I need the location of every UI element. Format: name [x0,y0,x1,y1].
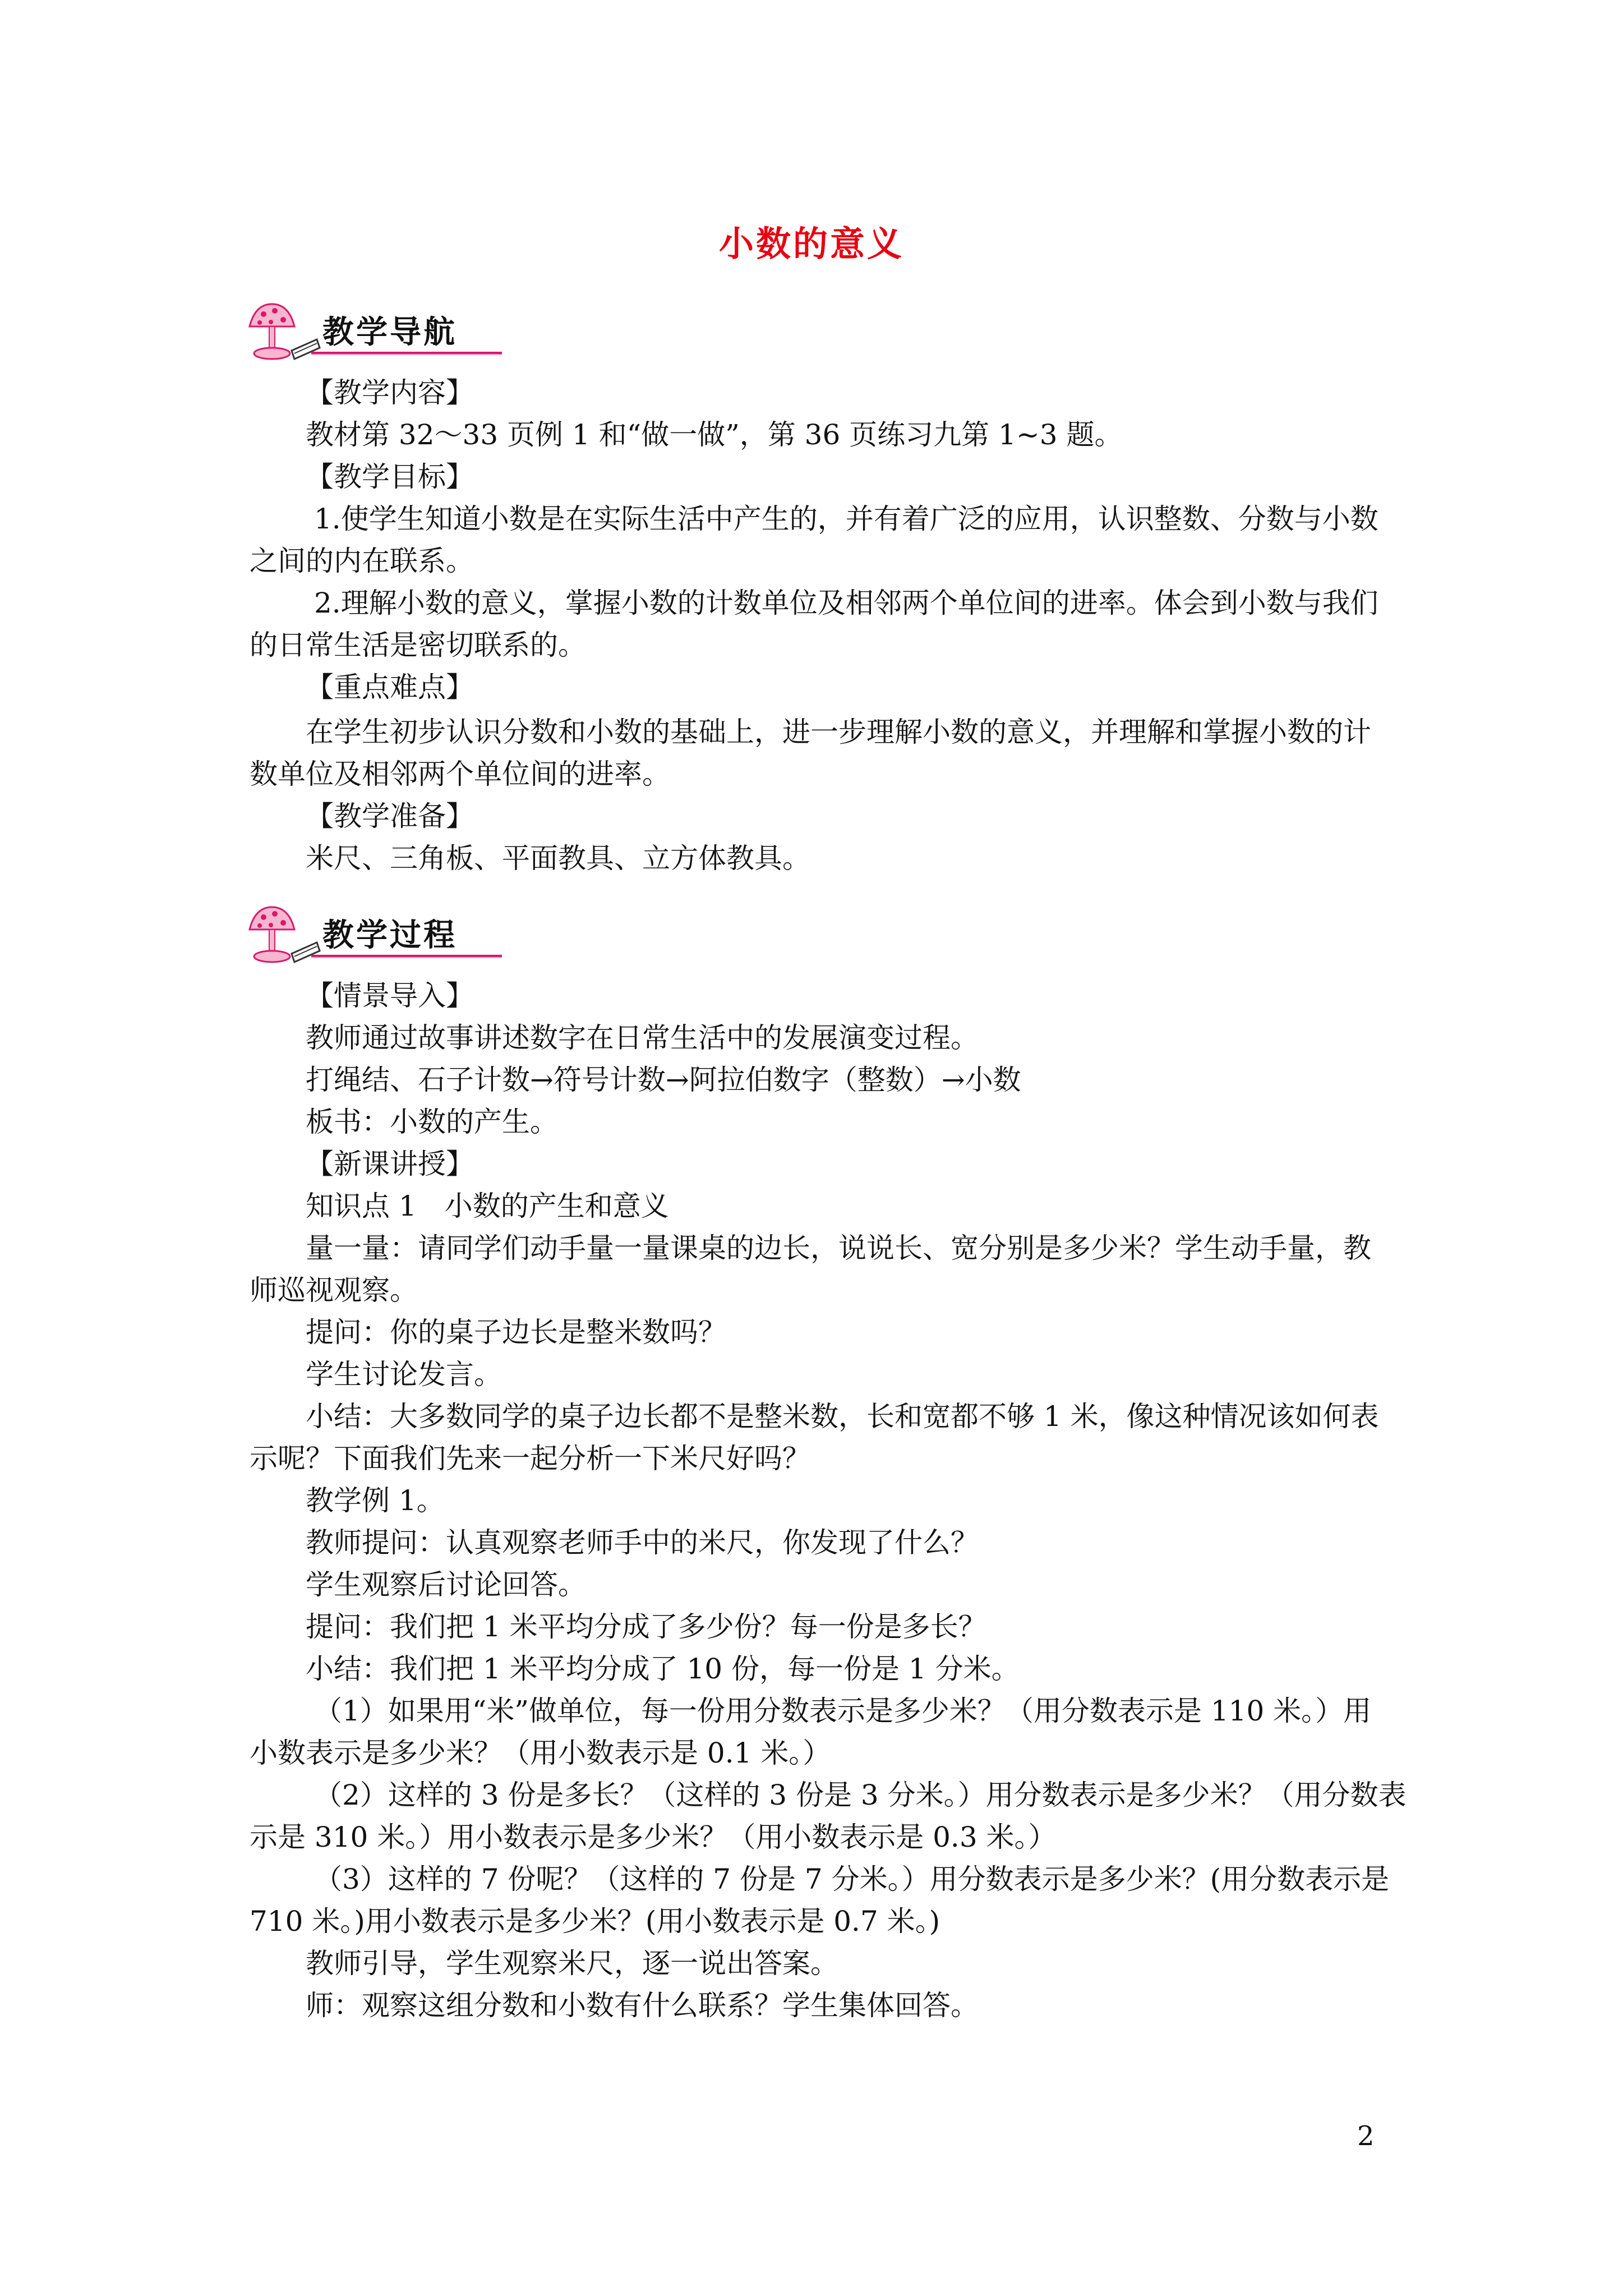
text-line: 小结：大多数同学的桌子边长都不是整米数，长和宽都不够 1 米，像这种情况该如何表 [306,1400,1379,1433]
section-banner-teaching-process [238,900,496,973]
banner-underline [311,955,502,958]
text-line: 之间的内在联系。 [250,545,474,577]
text-line: 教师提问：认真观察老师手中的米尺，你发现了什么？ [306,1526,979,1559]
text-line: 提问：你的桌子边长是整米数吗？ [306,1316,726,1349]
text-line: 米尺、三角板、平面教具、立方体教具。 [306,842,810,875]
text-line: 知识点 1 小数的产生和意义 [306,1190,669,1222]
text-line: 【新课讲授】 [306,1148,474,1180]
lamp-book-icon [238,900,322,973]
text-line: 小结：我们把 1 米平均分成了 10 份，每一份是 1 分米。 [306,1653,1020,1685]
text-line: 的日常生活是密切联系的。 [250,629,586,661]
text-line: 学生讨论发言。 [306,1358,502,1391]
section-heading: 教学导航 [322,314,457,351]
text-line: 师巡视观察。 [250,1274,418,1306]
text-line: 在学生初步认识分数和小数的基础上，进一步理解小数的意义，并理解和掌握小数的计 [306,716,1371,748]
text-line: 教学例 1。 [306,1484,445,1517]
text-line: 学生观察后讨论回答。 [306,1568,586,1601]
text-line: 1.使学生知道小数是在实际生活中产生的，并有着广泛的应用，认识整数、分数与小数 [314,503,1378,535]
text-line: 提问：我们把 1 米平均分成了多少份？每一份是多长？ [306,1611,986,1643]
text-line: 2.理解小数的意义，掌握小数的计数单位及相邻两个单位间的进率。体会到小数与我们 [314,587,1378,619]
text-line: 教材第 32～33 页例 1 和“做一做”，第 36 页练习九第 1~3 题。 [306,418,1123,451]
text-line: 【重点难点】 [306,671,474,703]
text-line: 【教学目标】 [306,461,474,493]
text-line: 小数表示是多少米？（用小数表示是 0.1 米。） [250,1737,831,1769]
text-line: 打绳结、石子计数→符号计数→阿拉伯数字（整数）→小数 [306,1064,1021,1096]
section-heading: 教学过程 [322,917,457,954]
lamp-book-icon [238,297,322,370]
text-line: （1）如果用“米”做单位，每一份用分数表示是多少米？（用分数表示是 110 米。）用 [314,1695,1372,1727]
text-line: 数单位及相邻两个单位间的进率。 [250,758,670,790]
text-line: 教师引导，学生观察米尺，逐一说出答案。 [306,1947,838,1980]
text-line: 示是 310 米。）用小数表示是多少米？（用小数表示是 0.3 米。） [250,1821,1057,1853]
text-line: 量一量：请同学们动手量一量课桌的边长，说说长、宽分别是多少米？学生动手量，教 [306,1232,1371,1264]
text-line: （2）这样的 3 份是多长？（这样的 3 份是 3 分米。）用分数表示是多少米？（用分数表 [314,1779,1407,1811]
text-line: 师：观察这组分数和小数有什么联系？学生集体回答。 [306,1989,979,2022]
page-title: 小数的意义 [718,223,904,264]
text-line: 【教学准备】 [306,800,474,832]
section-banner-teaching-guide [238,297,496,370]
text-line: 【情景导入】 [306,979,474,1012]
page-number: 2 [1357,2120,1375,2152]
text-line: 710 米。)用小数表示是多少米？(用小数表示是 0.7 米。) [250,1905,940,1938]
text-line: 示呢？下面我们先来一起分析一下米尺好吗？ [250,1442,810,1475]
text-line: 板书：小数的产生。 [306,1106,558,1138]
text-line: （3）这样的 7 份呢？（这样的 7 份是 7 分米。）用分数表示是多少米？(用分数表示是 [314,1863,1390,1895]
text-line: 教师通过故事讲述数字在日常生活中的发展演变过程。 [306,1022,979,1054]
text-line: 【教学内容】 [306,376,474,409]
banner-underline [311,352,502,355]
